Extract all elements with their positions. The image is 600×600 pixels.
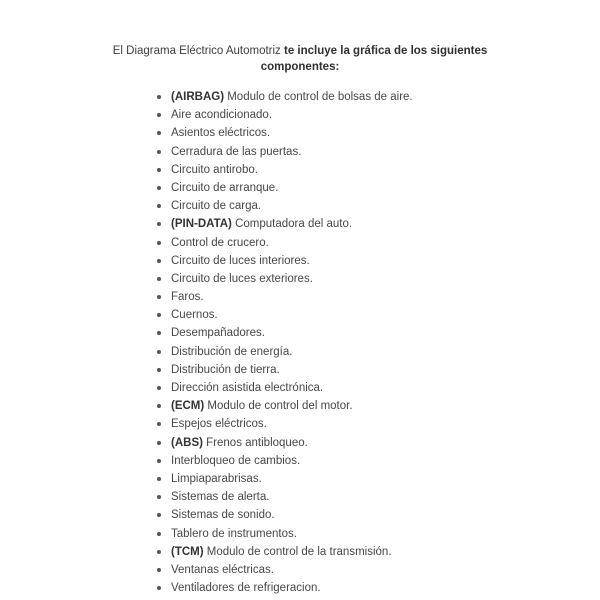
- component-text: Control de crucero.: [171, 236, 269, 249]
- intro-bold-text-line2: componentes:: [260, 61, 340, 73]
- list-item: [150, 343, 413, 361]
- list-item: [150, 288, 413, 306]
- components-list: [150, 88, 413, 597]
- list-item: [150, 88, 413, 106]
- bullet-icon: [157, 350, 161, 354]
- bullet-icon: [157, 186, 161, 190]
- bullet-icon: [157, 313, 161, 317]
- component-text: Circuito de luces interiores.: [171, 254, 310, 267]
- list-item: [150, 215, 413, 233]
- component-text: Cuernos.: [171, 309, 218, 322]
- component-text: Dirección asistida electrónica.: [171, 382, 324, 394]
- component-code: (PIN-DATA): [171, 218, 232, 231]
- intro-bold-text-line1: te incluye la gráfica de los siguientes: [284, 45, 488, 57]
- bullet-icon: [157, 422, 161, 426]
- bullet-icon: [157, 386, 161, 390]
- component-text: Distribución de tierra.: [171, 363, 280, 376]
- component-text: Asientos eléctricos.: [171, 127, 271, 140]
- bullet-icon: [157, 477, 161, 481]
- component-text: Cerradura de las puertas.: [171, 145, 302, 158]
- list-item: [150, 379, 413, 397]
- list-item: [150, 106, 413, 124]
- intro-paragraph: [0, 43, 600, 75]
- component-text: Circuito de arranque.: [171, 181, 279, 194]
- list-item: [150, 561, 413, 579]
- component-text: Espejos eléctricos.: [171, 418, 267, 431]
- bullet-icon: [157, 295, 161, 299]
- list-item: [150, 543, 413, 561]
- list-item: [150, 525, 413, 543]
- component-text: Desempañadores.: [171, 327, 265, 340]
- bullet-icon: [157, 368, 161, 372]
- component-code: (ECM): [171, 400, 205, 413]
- component-text: Modulo de control de la transmisión.: [203, 545, 392, 558]
- list-item: [150, 197, 413, 215]
- bullet-icon: [157, 113, 161, 117]
- component-text: Circuito de luces exteriores.: [171, 272, 313, 285]
- list-item: [150, 234, 413, 252]
- component-text: Modulo de control del motor.: [204, 400, 353, 413]
- bullet-icon: [157, 532, 161, 536]
- list-item: [150, 452, 413, 470]
- bullet-icon: [157, 459, 161, 463]
- bullet-icon: [157, 441, 161, 445]
- component-code: (AIRBAG): [171, 91, 225, 103]
- list-item: [150, 252, 413, 270]
- list-item: [150, 361, 413, 379]
- list-item: [150, 506, 413, 524]
- list-item: [150, 306, 413, 324]
- list-item: [150, 415, 413, 433]
- component-text: Ventanas eléctricas.: [171, 563, 274, 576]
- bullet-icon: [157, 204, 161, 208]
- list-item: [150, 488, 413, 506]
- bullet-icon: [157, 222, 161, 226]
- intro-plain-text: El Diagrama Eléctrico Automotriz: [112, 45, 285, 57]
- component-text: Aire acondicionado.: [171, 109, 273, 122]
- list-item: [150, 397, 413, 415]
- component-code: (TCM): [171, 545, 204, 558]
- bullet-icon: [157, 168, 161, 172]
- bullet-icon: [157, 95, 161, 99]
- component-code: (ABS): [171, 436, 203, 449]
- list-item: [150, 179, 413, 197]
- list-item: [150, 270, 413, 288]
- list-item: [150, 124, 413, 142]
- component-text: Distribución de energía.: [171, 345, 293, 358]
- component-text: Sistemas de sonido.: [171, 509, 275, 522]
- bullet-icon: [157, 241, 161, 245]
- list-item: [150, 434, 413, 452]
- bullet-icon: [157, 586, 161, 590]
- component-text: Interbloqueo de cambios.: [171, 454, 301, 467]
- bullet-icon: [157, 550, 161, 554]
- bullet-icon: [157, 513, 161, 517]
- component-text: Ventiladores de refrigeracion.: [171, 582, 321, 595]
- component-text: Computadora del auto.: [231, 218, 353, 231]
- bullet-icon: [157, 259, 161, 263]
- bullet-icon: [157, 495, 161, 499]
- list-item: [150, 470, 413, 488]
- bullet-icon: [157, 331, 161, 335]
- list-item: [150, 579, 413, 597]
- component-text: Circuito de carga.: [171, 200, 262, 213]
- component-text: Limpiaparabrisas.: [171, 472, 262, 485]
- list-item: [150, 324, 413, 342]
- list-item: [150, 161, 413, 179]
- component-text: Circuito antirobo.: [171, 163, 258, 176]
- component-text: Frenos antibloqueo.: [202, 436, 308, 449]
- bullet-icon: [157, 131, 161, 135]
- bullet-icon: [157, 277, 161, 281]
- bullet-icon: [157, 404, 161, 408]
- component-text: Tablero de instrumentos.: [171, 527, 297, 540]
- list-item: [150, 143, 413, 161]
- component-text: Modulo de control de bolsas de aire.: [224, 91, 413, 103]
- component-text: Sistemas de alerta.: [171, 491, 270, 504]
- component-text: Faros.: [171, 291, 204, 304]
- bullet-icon: [157, 568, 161, 572]
- bullet-icon: [157, 150, 161, 154]
